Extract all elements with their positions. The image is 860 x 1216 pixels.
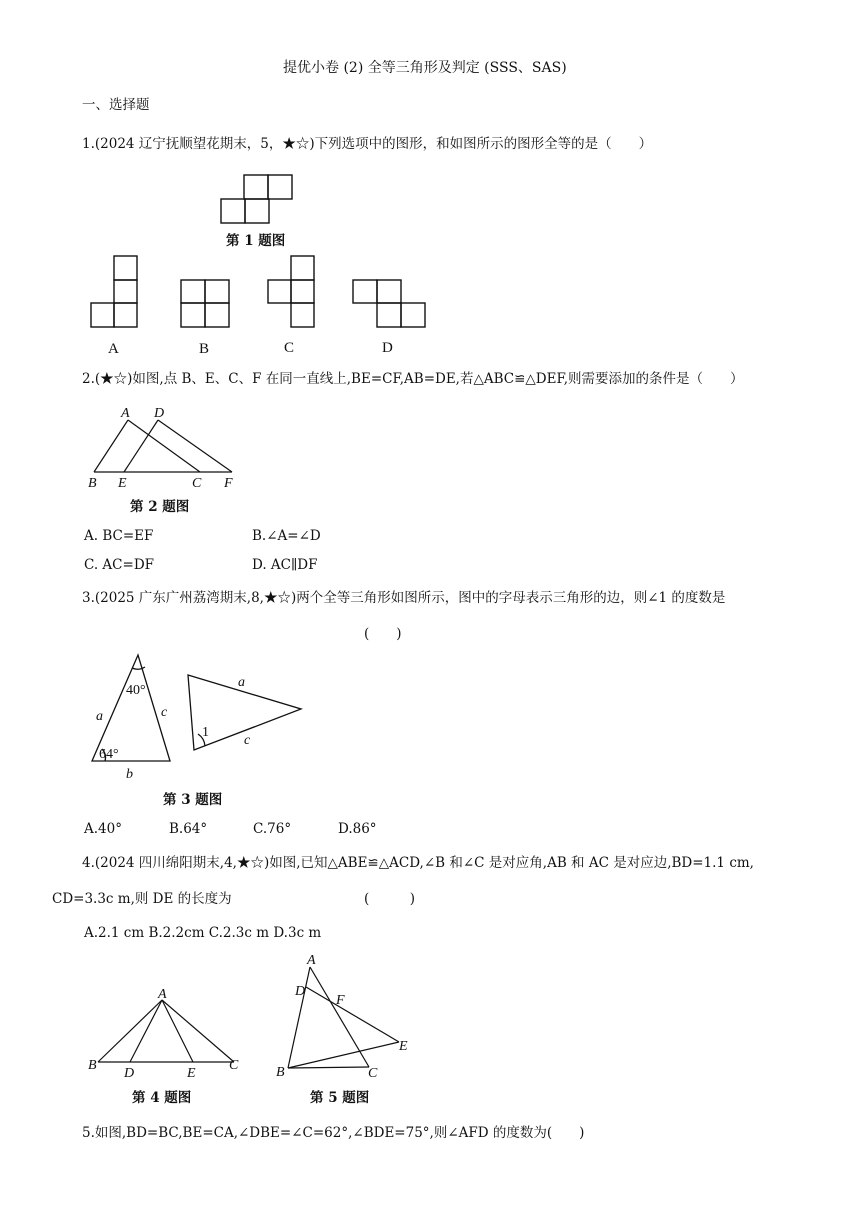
q5-point-c: C [368,1066,378,1081]
q5-point-d: D [295,984,306,999]
q2-figure [84,402,244,492]
q2-point-a: A [121,406,130,421]
q2-option-d: D. AC∥DF [252,557,318,573]
q3-option-a: A.40° [84,821,122,837]
q2-option-b: B.∠A=∠D [252,528,321,544]
q1-option-b-label: B [199,341,210,357]
q2-caption: 第 2 题图 [130,499,190,515]
q1-option-d-extra [86,253,426,333]
q4-point-a: A [158,987,167,1002]
question-2-text: 2.(★☆)如图,点 B、E、C、F 在同一直线上,BE=CF,AB=DE,若△ABC≌△DEF,则需要添加的条件是（ ） [82,371,744,387]
q1-option-a-label: A [108,341,119,357]
q2-point-d: D [154,406,165,421]
question-4-text-cont: CD=3.3c m,则 DE 的长度为 [52,891,232,907]
q3-left-side-c: c [161,705,168,720]
q3-option-b: B.64° [169,821,208,837]
q3-angle-64: 64° [99,747,119,762]
q4-caption: 第 4 题图 [132,1090,192,1106]
q3-option-d: D.86° [338,821,377,837]
q2-point-f: F [224,476,233,491]
question-5-text: 5.如图,BD=BC,BE=CA,∠DBE=∠C=62°,∠BDE=75°,则∠AFD 的度数为( ) [82,1125,585,1141]
q5-point-f: F [336,993,345,1008]
q3-angle-1: 1 [202,725,209,740]
q1-option-d-label: D [382,340,393,356]
q4-point-d: D [124,1066,135,1081]
q1-caption: 第 1 题图 [226,233,286,249]
q3-option-c: C.76° [253,821,292,837]
q3-right-side-a: a [238,675,245,690]
q4-options: A.2.1 cm B.2.2cm C.2.3c m D.3c m [84,925,322,941]
page-title: 提优小卷 (2) 全等三角形及判定 (SSS、SAS) [283,60,567,76]
q5-caption: 第 5 题图 [310,1090,370,1106]
q3-caption: 第 3 题图 [163,792,223,808]
q4-point-e: E [187,1066,196,1081]
q2-point-b: B [88,476,97,491]
q2-point-e: E [118,476,127,491]
q3-right-side-c: c [244,733,251,748]
question-3-text: 3.(2025 广东广州荔湾期末,8,★☆)两个全等三角形如图所示，图中的字母表示三角形的边，则∠1 的度数是 [82,590,726,606]
q2-option-a: A. BC=EF [84,528,154,544]
q1-reference-figure [218,173,296,225]
question-1-text: 1.(2024 辽宁抚顺望花期末，5，★☆)下列选项中的图形，和如图所示的图形全等的是（ ） [82,136,653,152]
q2-option-c: C. AC=DF [84,557,155,573]
q4-point-c: C [229,1058,239,1073]
section-heading: 一、选择题 [82,97,150,113]
q5-figure [272,950,422,1080]
q3-left-side-b: b [126,767,133,782]
q1-option-c-label: C [284,340,295,356]
q3-answer-bracket: ( ) [364,626,402,642]
q5-point-b: B [276,1065,285,1080]
q3-figure [84,650,314,790]
q4-figure [84,985,254,1081]
q5-point-a: A [307,953,316,968]
q4-answer-bracket: ( ) [364,891,416,907]
q3-left-side-a: a [96,709,103,724]
question-4-text: 4.(2024 四川绵阳期末,4,★☆)如图,已知△ABE≌△ACD,∠B 和∠C 是对应角,AB 和 AC 是对应边,BD=1.1 cm, [82,855,754,871]
q5-point-e: E [399,1039,408,1054]
q4-point-b: B [88,1058,97,1073]
q2-point-c: C [192,476,202,491]
q3-angle-40: 40° [126,683,146,698]
